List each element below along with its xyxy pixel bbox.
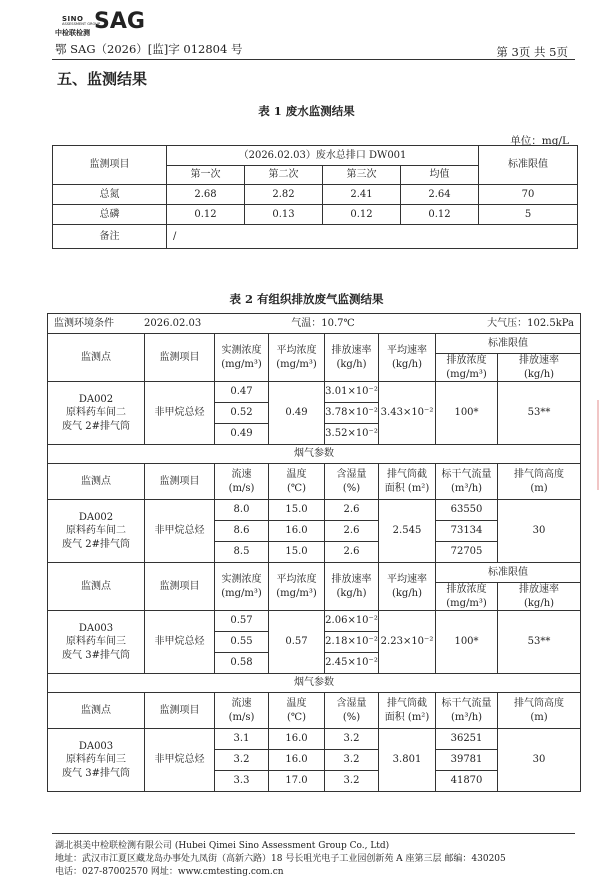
flue-label: 烟气参数: [48, 445, 581, 464]
speed-cell: 3.2: [215, 750, 269, 771]
moisture-cell: 3.2: [325, 750, 379, 771]
item-cell: 非甲烷总烃: [145, 382, 215, 445]
header-limit: 标准限值: [436, 334, 581, 354]
flue-header-item: 监测项目: [145, 464, 215, 500]
temp-cell: 16.0: [269, 750, 325, 771]
env-label: 监测环境条件: [54, 317, 114, 329]
measured-cell: 0.47: [215, 382, 269, 403]
header-limit-rate: 排放速率 (kg/h): [498, 583, 581, 611]
header-point: 监测点: [48, 334, 145, 382]
area-cell: 3.801: [379, 729, 436, 792]
value-cell: 2.64: [401, 185, 479, 205]
item-header: 监测项目: [53, 146, 167, 185]
table-row: [48, 611, 581, 632]
header-measured: 实测浓度 (mg/m³): [215, 563, 269, 611]
rate-cell: 3.78×10⁻²: [325, 403, 379, 424]
avg-conc-cell: 0.57: [269, 611, 325, 674]
group-header: （2026.02.03）废水总排口 DW001: [167, 146, 479, 166]
item-cell: 非甲烷总烃: [145, 729, 215, 792]
flue-header-moisture: 含湿量 (%): [325, 693, 379, 729]
height-cell: 30: [498, 500, 581, 563]
flue-header-area: 排气筒截 面积 (m²): [379, 464, 436, 500]
header-limit: 标准限值: [436, 563, 581, 583]
moisture-cell: 2.6: [325, 542, 379, 563]
flow-cell: 63550: [436, 500, 498, 521]
temp-cell: 16.0: [269, 729, 325, 750]
header-limit-conc: 排放浓度 (mg/m³): [436, 583, 498, 611]
flue-header-point: 监测点: [48, 693, 145, 729]
limit-cell: 70: [479, 185, 578, 205]
measured-cell: 0.55: [215, 632, 269, 653]
temp-cell: 15.0: [269, 542, 325, 563]
flue-header-speed: 流速 (m/s): [215, 693, 269, 729]
flow-cell: 36251: [436, 729, 498, 750]
flue-header-temp: 温度 (℃): [269, 693, 325, 729]
flue-header-flow: 标干气流量 (m³/h): [436, 464, 498, 500]
avg-rate-cell: 2.23×10⁻²: [379, 611, 436, 674]
limit-header: 标准限值: [479, 146, 578, 185]
seal-stamp-fragment: [597, 400, 613, 490]
moisture-cell: 3.2: [325, 729, 379, 750]
flue-header-temp: 温度 (℃): [269, 464, 325, 500]
table-row: [48, 500, 581, 521]
item-cell: 非甲烷总烃: [145, 611, 215, 674]
speed-cell: 3.3: [215, 771, 269, 792]
temp-cell: 16.0: [269, 521, 325, 542]
limit-rate-cell: 53**: [498, 611, 581, 674]
flue-header-area: 排气筒截 面积 (m²): [379, 693, 436, 729]
avg-conc-cell: 0.49: [269, 382, 325, 445]
sub-header: 均值: [401, 166, 479, 185]
header-limit-conc: 排放浓度 (mg/m³): [436, 354, 498, 382]
table1-unit: 单位：mg/L: [510, 135, 569, 147]
flue-header-moisture: 含湿量 (%): [325, 464, 379, 500]
exhaust-gas-table: [47, 313, 581, 792]
speed-cell: 3.1: [215, 729, 269, 750]
value-cell: 0.12: [401, 205, 479, 225]
limit-conc-cell: 100*: [436, 382, 498, 445]
avg-rate-cell: 3.43×10⁻²: [379, 382, 436, 445]
moisture-cell: 2.6: [325, 500, 379, 521]
wastewater-table: [52, 145, 578, 249]
flue-header-point: 监测点: [48, 464, 145, 500]
footer-company: 湖北祺美中检联检测有限公司 (Hubei Qimei Sino Assessment Group Co., Ltd): [55, 841, 390, 851]
limit-cell: 5: [479, 205, 578, 225]
header-divider: [52, 59, 575, 60]
flow-cell: 39781: [436, 750, 498, 771]
rate-cell: 2.45×10⁻²: [325, 653, 379, 674]
sub-header: 第三次: [323, 166, 401, 185]
header-rate: 排放速率 (kg/h): [325, 334, 379, 382]
env-pressure: 大气压：102.5kPa: [487, 317, 575, 329]
header-item: 监测项目: [145, 334, 215, 382]
table2-caption: 表 2 有组织排放废气监测结果: [229, 292, 384, 306]
logo-subtitle: ASSESSMENT GROUP: [62, 22, 101, 26]
point-cell: DA002 原料药车间二 废气 2#排气筒: [48, 382, 145, 445]
logo-sag: SAG: [94, 9, 145, 34]
note-value: /: [167, 225, 578, 249]
value-cell: 0.12: [167, 205, 245, 225]
page-number: 第 3页 共 5页: [496, 45, 568, 59]
sub-header: 第二次: [245, 166, 323, 185]
point-cell: DA002 原料药车间二 废气 2#排气筒: [48, 500, 145, 563]
flow-cell: 73134: [436, 521, 498, 542]
height-cell: 30: [498, 729, 581, 792]
value-cell: 2.82: [245, 185, 323, 205]
temp-cell: 15.0: [269, 500, 325, 521]
section-title: 五、监测结果: [57, 70, 148, 88]
moisture-cell: 2.6: [325, 521, 379, 542]
rate-cell: 2.18×10⁻²: [325, 632, 379, 653]
document-number: 鄂 SAG（2026）[监]字 012804 号: [55, 42, 243, 56]
flue-header-height: 排气筒高度 (m): [498, 693, 581, 729]
flue-header-flow: 标干气流量 (m³/h): [436, 693, 498, 729]
flow-cell: 72705: [436, 542, 498, 563]
value-cell: 0.12: [323, 205, 401, 225]
header-avg-rate: 平均速率 (kg/h): [379, 563, 436, 611]
rate-cell: 3.01×10⁻²: [325, 382, 379, 403]
point-cell: DA003 原料药车间三 废气 3#排气筒: [48, 729, 145, 792]
rate-cell: 2.06×10⁻²: [325, 611, 379, 632]
table-row: [48, 382, 581, 403]
table-row: [53, 205, 578, 225]
env-conditions-row: [48, 314, 581, 334]
flue-header-height: 排气筒高度 (m): [498, 464, 581, 500]
note-row: [53, 225, 578, 249]
rate-cell: 3.52×10⁻²: [325, 424, 379, 445]
speed-cell: 8.0: [215, 500, 269, 521]
measured-cell: 0.58: [215, 653, 269, 674]
footer-contact: 电话：027-87002570 网址：www.cmtesting.com.cn: [55, 867, 284, 877]
point-cell: DA003 原料药车间三 废气 3#排气筒: [48, 611, 145, 674]
value-cell: 2.41: [323, 185, 401, 205]
header-avg-rate: 平均速率 (kg/h): [379, 334, 436, 382]
speed-cell: 8.6: [215, 521, 269, 542]
flue-header-speed: 流速 (m/s): [215, 464, 269, 500]
header-item: 监测项目: [145, 563, 215, 611]
note-label: 备注: [53, 225, 167, 249]
flow-cell: 41870: [436, 771, 498, 792]
flue-label: 烟气参数: [48, 674, 581, 693]
logo-sino-text: SINO: [62, 15, 84, 23]
measured-cell: 0.57: [215, 611, 269, 632]
header-limit-rate: 排放速率 (kg/h): [498, 354, 581, 382]
header-point: 监测点: [48, 563, 145, 611]
logo-chinese-name: 中检联检测: [55, 29, 90, 37]
env-date: 2026.02.03: [144, 317, 202, 329]
item-cell: 非甲烷总烃: [145, 500, 215, 563]
table-row: [53, 185, 578, 205]
temp-cell: 17.0: [269, 771, 325, 792]
limit-rate-cell: 53**: [498, 382, 581, 445]
env-temp: 气温：10.7℃: [291, 317, 355, 329]
value-cell: 0.13: [245, 205, 323, 225]
speed-cell: 8.5: [215, 542, 269, 563]
measured-cell: 0.52: [215, 403, 269, 424]
header-measured: 实测浓度 (mg/m³): [215, 334, 269, 382]
value-cell: 2.68: [167, 185, 245, 205]
flue-header-item: 监测项目: [145, 693, 215, 729]
measured-cell: 0.49: [215, 424, 269, 445]
moisture-cell: 3.2: [325, 771, 379, 792]
area-cell: 2.545: [379, 500, 436, 563]
header-avg-conc: 平均浓度 (mg/m³): [269, 563, 325, 611]
footer-address: 地址：武汉市江夏区藏龙岛办事处九凤街（高新六路）18 号长咀光电子工业园创新苑 A 座第三层 邮编：430205: [55, 854, 506, 864]
footer-divider: [52, 833, 575, 834]
item-cell: 总氮: [53, 185, 167, 205]
sub-header: 第一次: [167, 166, 245, 185]
item-cell: 总磷: [53, 205, 167, 225]
header-rate: 排放速率 (kg/h): [325, 563, 379, 611]
table-row: [48, 729, 581, 750]
header-avg-conc: 平均浓度 (mg/m³): [269, 334, 325, 382]
limit-conc-cell: 100*: [436, 611, 498, 674]
table1-caption: 表 1 废水监测结果: [258, 104, 355, 118]
